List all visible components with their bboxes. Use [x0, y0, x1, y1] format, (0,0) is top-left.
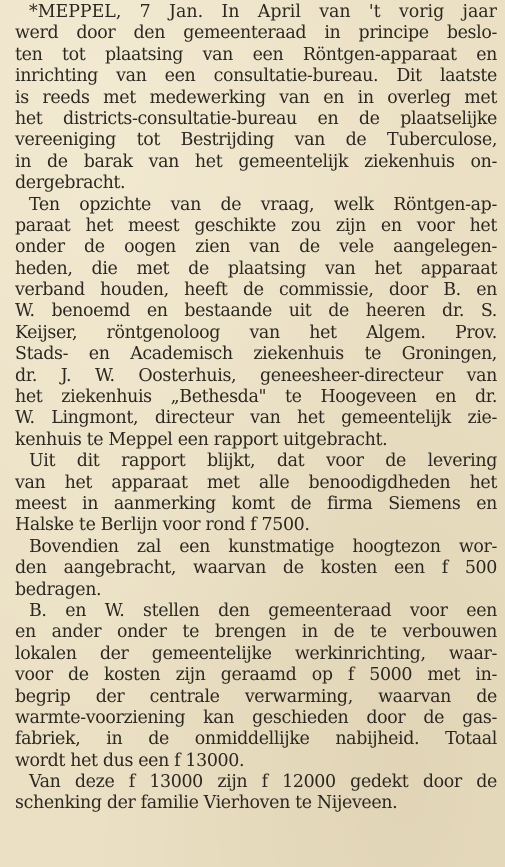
text-line: ten tot plaatsing van een Röntgen-apparaat en	[15, 44, 497, 65]
text-line: W. benoemd en bestaande uit de heeren dr. S.	[15, 301, 497, 322]
text-line: werd door den gemeenteraad in principe beslo-	[15, 23, 497, 44]
text-line: begrip der centrale verwarming, waarvan de	[15, 686, 497, 707]
article-dateline: *MEPPEL, 7 Jan. In April van 't vorig jaar	[29, 2, 497, 22]
text-line: vereeniging tot Bestrijding van de Tuberculose,	[15, 130, 497, 151]
text-line: het districts-consultatie-bureau en de plaatselijke	[15, 108, 497, 129]
text-line: het ziekenhuis „Bethesda" te Hoogeveen en dr.	[15, 387, 497, 408]
text-line: onder de oogen zien van de vele aangelegen-	[15, 237, 497, 258]
text-line: verband houden, heeft de commissie, door B. en	[15, 280, 497, 301]
text-line: paraat het meest geschikte zou zijn en voor het	[15, 215, 497, 236]
paragraph-sunlamp	[15, 537, 497, 601]
text-line: B. en W. stellen den gemeenteraad voor een	[29, 600, 497, 621]
text-line: bedragen.	[15, 579, 102, 600]
text-line: Uit dit rapport blijkt, dat voor de levering	[29, 451, 497, 472]
text-line: lokalen der gemeentelijke werkinrichting, waar-	[15, 643, 497, 664]
paragraph-donation	[15, 772, 497, 815]
text-line: schenking der familie Vierhoven te Nijeveen.	[15, 793, 398, 814]
paragraph-intro	[15, 2, 497, 195]
text-line: den aangebracht, waarvan de kosten een f 500	[15, 558, 497, 579]
paragraph-supplier	[15, 451, 497, 537]
text-line: Stads- en Academisch ziekenhuis te Groningen,	[15, 344, 497, 365]
text-line: dr. J. W. Oosterhuis, geneesheer-directeur van	[15, 365, 497, 386]
text-line: W. Lingmont, directeur van het gemeentelijk zie-	[15, 408, 497, 429]
text-line: heden, die met de plaatsing van het apparaat	[15, 258, 497, 279]
text-line: van het apparaat met alle benoodigdheden het	[15, 472, 497, 493]
paragraph-commission-report	[15, 195, 497, 452]
text-line: meest in aanmerking komt de firma Siemens en	[15, 493, 497, 514]
text-line: inrichting van een consultatie-bureau. Dit laatste	[15, 66, 497, 87]
text-line: Halske te Berlijn voor rond f 7500.	[15, 515, 310, 536]
text-line: Keijser, röntgenoloog van het Algem. Prov.	[15, 322, 497, 343]
text-line: warmte-voorziening kan geschieden door de gas-	[15, 707, 497, 728]
text-line: is reeds met medewerking van en in overleg met	[15, 87, 497, 108]
text-line: Bovendien zal een kunstmatige hoogtezon wor-	[29, 536, 497, 557]
paragraph-proposal	[15, 601, 497, 772]
text-line: en ander onder te brengen in de te verbouwen	[15, 622, 497, 643]
text-line: wordt het dus een f 13000.	[15, 750, 245, 771]
text-line: fabriek, in de onmiddellijke nabijheid. Totaal	[15, 729, 497, 750]
text-line: Van deze f 13000 zijn f 12000 gedekt door de	[29, 772, 497, 793]
text-line: dergebracht.	[15, 173, 126, 194]
news-article	[15, 2, 497, 815]
text-line: Ten opzichte van de vraag, welk Röntgen-ap-	[29, 194, 497, 215]
text-line: voor de kosten zijn geraamd op f 5000 met in-	[15, 665, 497, 686]
text-line: kenhuis te Meppel een rapport uitgebracht.	[15, 429, 388, 450]
text-line: in de barak van het gemeentelijk ziekenhuis on-	[15, 151, 497, 172]
